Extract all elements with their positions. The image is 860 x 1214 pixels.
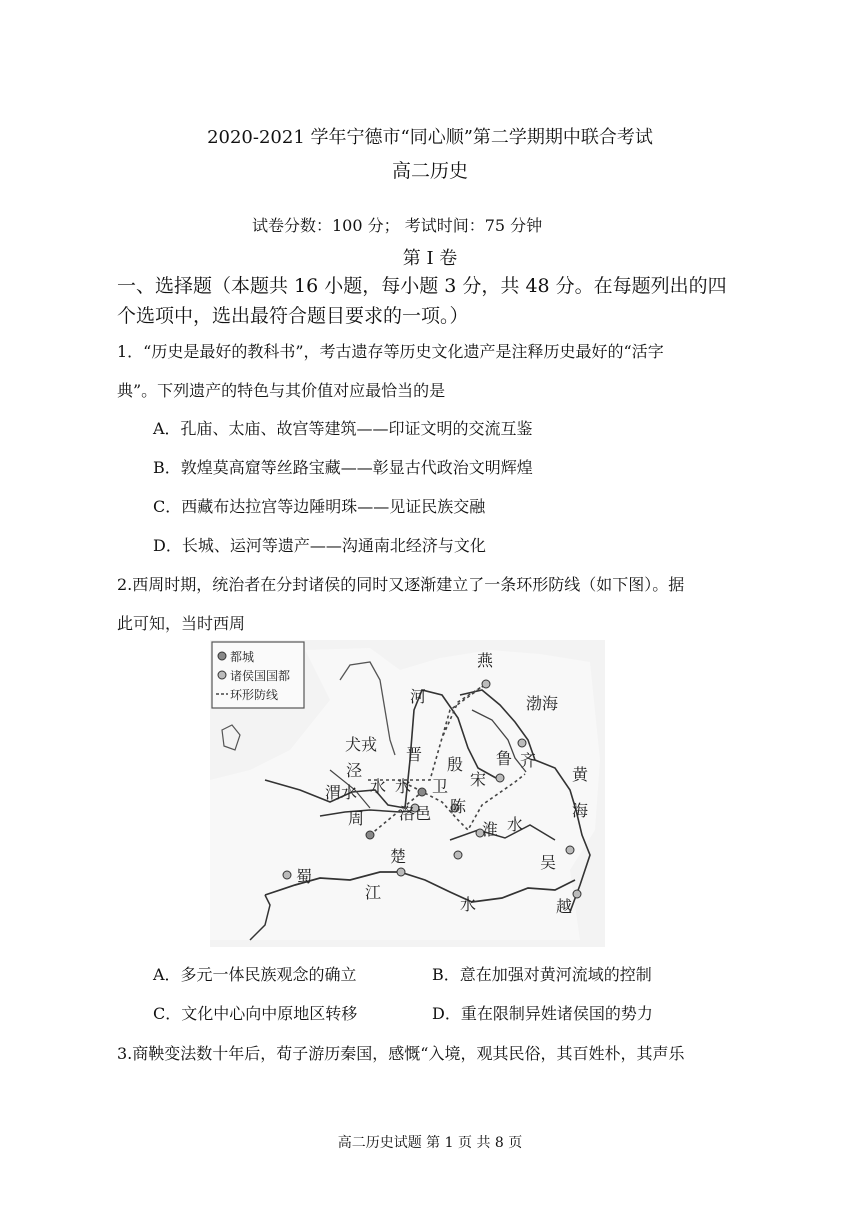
label-zhou: 周 [348, 809, 365, 828]
label-shui-2: 水 [395, 777, 412, 796]
label-yin: 殷 [447, 755, 464, 774]
label-luoyi: 洛邑 [399, 804, 432, 823]
label-yue: 越 [556, 897, 573, 916]
q1-stem-line1: 1．“历史是最好的教科书”，考古遗存等历史文化遗产是注释历史最好的“活字 [117, 342, 664, 361]
q2-stem-line1: 2.西周时期，统治者在分封诸侯的同时又逐渐建立了一条环形防线（如下图）。据 [117, 575, 685, 594]
q2-option-d[interactable]: D．重在限制异姓诸侯国的势力 [432, 1004, 653, 1023]
label-wei-state: 卫 [432, 777, 449, 796]
q2-stem-line2: 此可知，当时西周 [117, 614, 246, 633]
label-qi: 齐 [520, 751, 537, 770]
label-hai: 海 [572, 801, 589, 820]
exam-title: 2020-2021 学年宁德市“同心顺”第二学期期中联合考试 [207, 127, 653, 148]
label-bohai: 渤海 [526, 694, 559, 713]
label-shui-4: 水 [460, 895, 477, 914]
q1-stem-line2: 典”。下列遗产的特色与其价值对应最恰当的是 [117, 381, 446, 400]
q1-option-a[interactable]: A．孔庙、太庙、故宫等建筑——印证文明的交流互鉴 [153, 419, 533, 438]
western-zhou-defense-map [210, 640, 605, 947]
q1-option-c[interactable]: C．西藏布达拉宫等边陲明珠——见证民族交融 [153, 497, 486, 516]
label-chen: 陈 [450, 797, 467, 816]
page-footer: 高二历史试题 第 1 页 共 8 页 [337, 1135, 523, 1151]
q3-stem-line1: 3.商鞅变法数十年后，荀子游历秦国，感慨“入境，观其民俗，其百姓朴，其声乐 [117, 1044, 685, 1063]
q1-option-b[interactable]: B．敦煌莫高窟等丝路宝藏——彰显古代政治文明辉煌 [153, 458, 533, 477]
label-jiang: 江 [365, 883, 382, 902]
label-weishui: 渭水 [325, 783, 358, 802]
legend-capital: 都城 [230, 650, 255, 664]
legend-vassal-capital: 诸侯国国都 [230, 669, 291, 683]
q1-option-d[interactable]: D．长城、运河等遗产——沟通南北经济与文化 [153, 536, 486, 555]
legend-defense-line: 环形防线 [230, 688, 279, 702]
q2-option-a[interactable]: A．多元一体民族观念的确立 [153, 965, 357, 984]
label-jing: 泾 [346, 761, 363, 780]
label-huang: 黄 [572, 765, 589, 784]
label-huai: 淮 [482, 820, 499, 839]
label-jin: 晋 [406, 745, 423, 764]
score-time: 试卷分数：100 分； 考试时间：75 分钟 [252, 216, 543, 235]
label-shui-1: 水 [370, 777, 387, 796]
label-wu: 吴 [540, 853, 557, 872]
label-lu: 鲁 [496, 749, 513, 768]
label-song: 宋 [470, 770, 487, 789]
label-he: 河 [410, 687, 427, 706]
label-chu: 楚 [390, 847, 407, 866]
exam-subject: 高二历史 [391, 160, 468, 182]
label-shui-3: 水 [507, 815, 524, 834]
section-heading-line2: 个选项中，选出最符合题目要求的一项。） [117, 305, 469, 327]
section-heading-line1: 一、选择题（本题共 16 小题，每小题 3 分，共 48 分。在每题列出的四 [117, 275, 727, 297]
volume-title: 第 I 卷 [402, 248, 458, 269]
q2-option-c[interactable]: C．文化中心向中原地区转移 [153, 1004, 358, 1023]
q2-option-b[interactable]: B．意在加强对黄河流域的控制 [432, 965, 652, 984]
label-yan: 燕 [477, 651, 494, 670]
label-shu: 蜀 [296, 867, 313, 886]
label-quanrong: 犬戎 [345, 735, 378, 754]
